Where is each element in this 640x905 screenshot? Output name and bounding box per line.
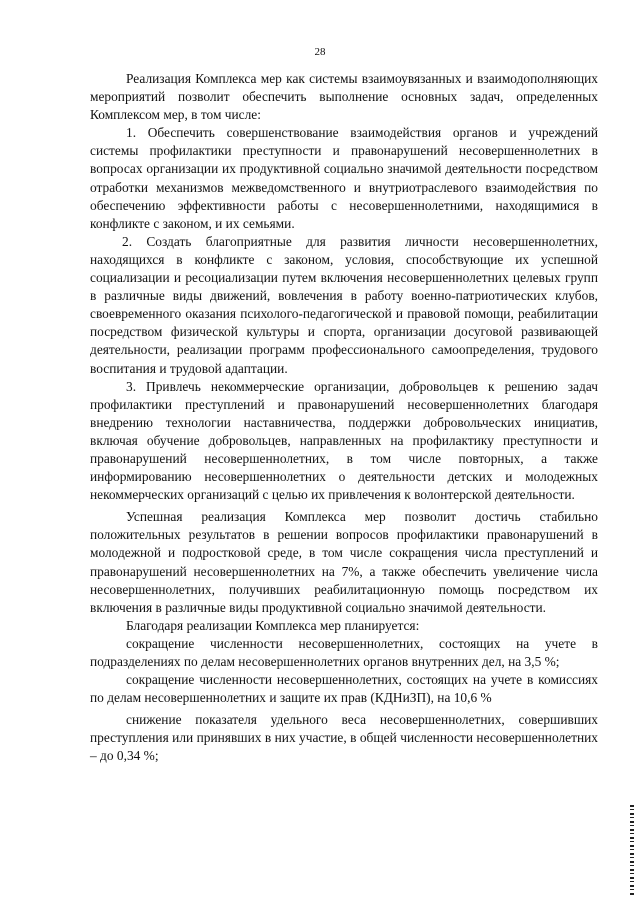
paragraph-item-1: 1. Обеспечить совершенствование взаимодействия органов и учреждений системы профилактики преступности и правонарушений несовершеннолетних в вопросах организации их продуктивной социально значимой деятельности посредством отработки механизмов межведомственного и внутриотраслевого взаимодействия по обеспечению эффективности работы с несовершеннолетними, находящимися в конфликте с законом, и их семьями. <box>90 125 598 231</box>
paragraph-item-2: 2. Создать благоприятные для развития личности несовершеннолетних, находящихся в конфликте с законом, условия, способствующие их успешной социализации и ресоциализации путем включения несовершеннолетних целевых групп в различные виды движений, вовлечения в работу военно-патриотических клубов, своевременного оказания психолого-педагогической и правовой помощи, реабилитации посредством физической культуры и спорта, организации досуговой развивающей деятельности, реализации программ профессионального самоопределения, трудового воспитания и трудовой адаптации. <box>90 233 598 376</box>
scan-edge-mark <box>630 805 634 897</box>
paragraph-planned-intro: Благодаря реализации Комплекса мер планируется: <box>126 617 420 633</box>
paragraph-planned-2: сокращение численности несовершеннолетних, состоящих на учете в комиссиях по делам несовершеннолетних и защите их прав (КДНиЗП), на 10,6 % <box>90 672 598 706</box>
paragraph-planned-3: снижение показателя удельного веса несовершеннолетних, совершивших преступления или принявших в них участие, в общей численности несовершеннолетних – до 0,34 %; <box>90 712 598 764</box>
paragraph-planned-1: сокращение численности несовершеннолетних, состоящих на учете в подразделениях по делам несовершеннолетних органов внутренних дел, на 3,5 %; <box>90 635 598 669</box>
paragraph-results: Успешная реализация Комплекса мер позволит достичь стабильно положительных результатов в решении вопросов профилактики правонарушений в молодежной и подростковой среде, в том числе сокращения числа преступлений и правонарушений несовершеннолетних на 7%, а также обеспечить увеличение числа несовершеннолетних, получивших реабилитационную помощь посредством их включения в различные виды продуктивной социально значимой деятельности. <box>90 509 598 615</box>
paragraph-intro: Реализация Комплекса мер как системы взаимоувязанных и взаимодополняющих мероприятий позволит обеспечить выполнение основных задач, определенных Комплексом мер, в том числе: <box>90 71 598 123</box>
page-number: 28 <box>314 46 326 58</box>
paragraph-item-3: 3. Привлечь некоммерческие организации, добровольцев к решению задач профилактики преступлений и правонарушений несовершеннолетних благодаря внедрению технологии наставничества, поддержки добровольческих инициатив, включая обучение добровольцев, направленных на профилактику преступности и правонарушений несовершеннолетних, в том числе повторных, а также информированию несовершеннолетних о деятельности детских и молодежных некоммерческих организаций с целью их привлечения к волонтерской деятельности. <box>90 378 598 503</box>
document-body <box>90 70 598 766</box>
